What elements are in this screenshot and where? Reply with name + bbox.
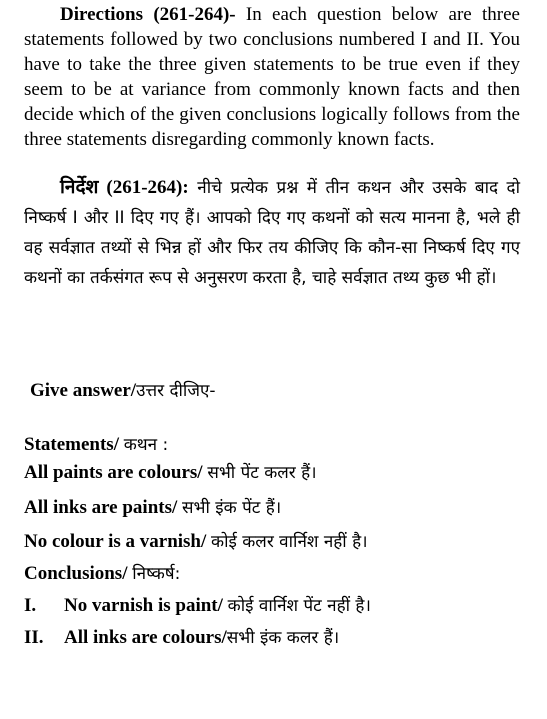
- directions-heading: Directions (261-264)-: [60, 4, 236, 25]
- conclusion-2: II. All inks are colours/सभी इंक कलर हैं।: [24, 627, 340, 648]
- directions-hindi: [24, 173, 520, 293]
- directions-text: In each question below are three statements followed by two conclusions numbered I and II. You have to take the three given statements to be true even if they seem to be at variance from commonly known facts and then decide which of the given conclusions logically follows from the three statements disregarding commonly known facts.: [24, 4, 520, 150]
- give-answer: Give answer/उत्तर दीजिए-: [30, 380, 216, 401]
- statement-2: All inks are paints/ सभी इंक पेंट हैं।: [24, 497, 282, 518]
- directions-text-hindi: नीचे प्रत्येक प्रश्न में तीन कथन और उसके बाद दो निष्कर्ष I और II दिए गए हैं। आपको दिए गए कथनों को सत्य मानना है, भले ही वह सर्वज्ञात तथ्यों से भिन्न हों और फिर तय कीजिए कि कौन-सा निष्कर्ष दिए गए कथनों का तर्कसंगत रूप से अनुसरण करता है, चाहे सर्वज्ञात तथ्य कुछ भी हों।: [24, 178, 520, 288]
- statement-1: All paints are colours/ सभी पेंट कलर हैं।: [24, 462, 317, 483]
- conclusions-label: Conclusions/ निष्कर्ष:: [24, 563, 181, 584]
- statement-3: No colour is a varnish/ कोई कलर वार्निश नहीं है।: [24, 531, 368, 552]
- statements-label: Statements/ कथन :: [24, 434, 169, 455]
- directions-heading-hindi: निर्देश (261-264):: [60, 177, 189, 198]
- directions-english: [24, 2, 520, 152]
- conclusion-1: I. No varnish is paint/ कोई वार्निश पेंट नहीं है।: [24, 595, 371, 616]
